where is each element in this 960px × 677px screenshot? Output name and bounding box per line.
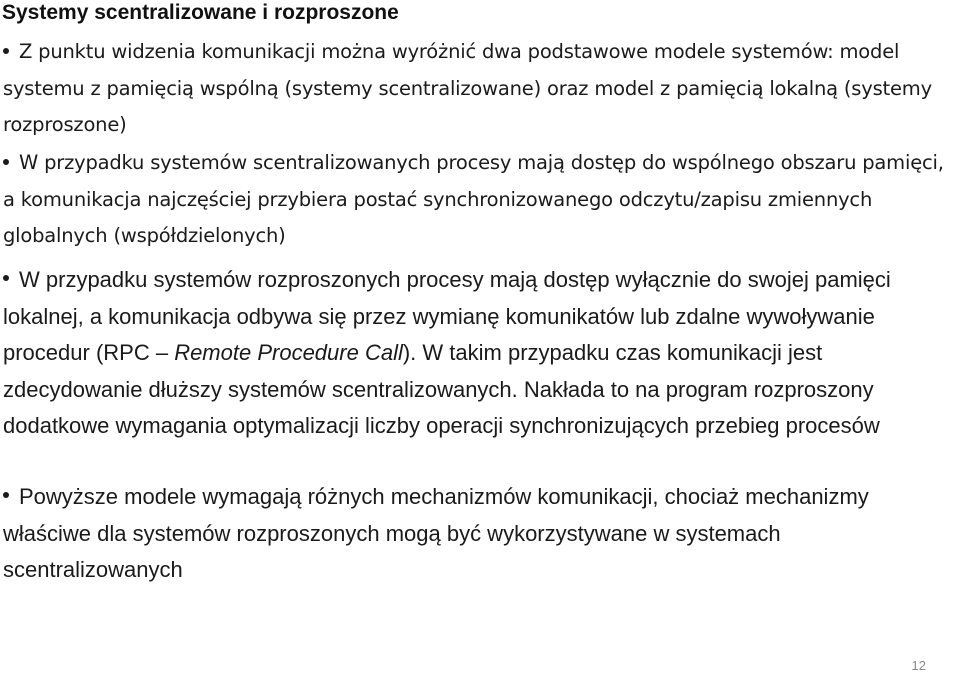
bullet-text-italic: Remote Procedure Call [174,340,403,365]
bullet-item-2 [3,145,955,255]
bullet-item-4 [3,479,955,589]
page-number: 12 [911,658,926,673]
bullet-dot-icon [3,275,9,281]
slide-title: Systemy scentralizowane i rozproszone [2,1,399,24]
bullet-text: W przypadku systemów scentralizowanych procesy mają dostęp do wspólnego obszaru pamięci, a komunikacja najczęściej przybiera postać synchronizowanego odczytu/zapisu zmiennych globalnych (współdzielonych) [3,151,944,247]
bullet-item-3 [3,262,955,445]
bullet-text: Powyższe modele wymagają różnych mechanizmów komunikacji, chociaż mechanizmy właściwe dla systemów rozproszonych mogą być wykorzystywane w systemach scentralizowanych [3,484,869,582]
bullet-dot-icon [3,48,9,54]
bullet-text-before: W przypadku systemów rozproszonych procesy mają dostęp wyłącznie do swojej pamięci lokalnej, a komunikacja odbywa się przez wymianę komunikatów lub zdalne wywoływanie procedur (RPC – [3,267,891,365]
bullet-dot-icon [3,159,9,165]
bullet-text: Z punktu widzenia komunikacji można wyróżnić dwa podstawowe modele systemów: model systemu z pamięcią wspólną (systemy scentralizowane) oraz model z pamięcią lokalną (systemy rozproszone) [3,40,932,136]
bullet-dot-icon [3,492,9,498]
bullet-text-after: ). W takim przypadku czas komunikacji jest zdecydowanie dłuższy systemów scentralizowanych. Nakłada to na program rozproszony dodatkowe wymagania optymalizacji liczby operacji synchronizujących przebieg procesów [3,340,880,438]
bullet-item-1 [3,34,955,144]
